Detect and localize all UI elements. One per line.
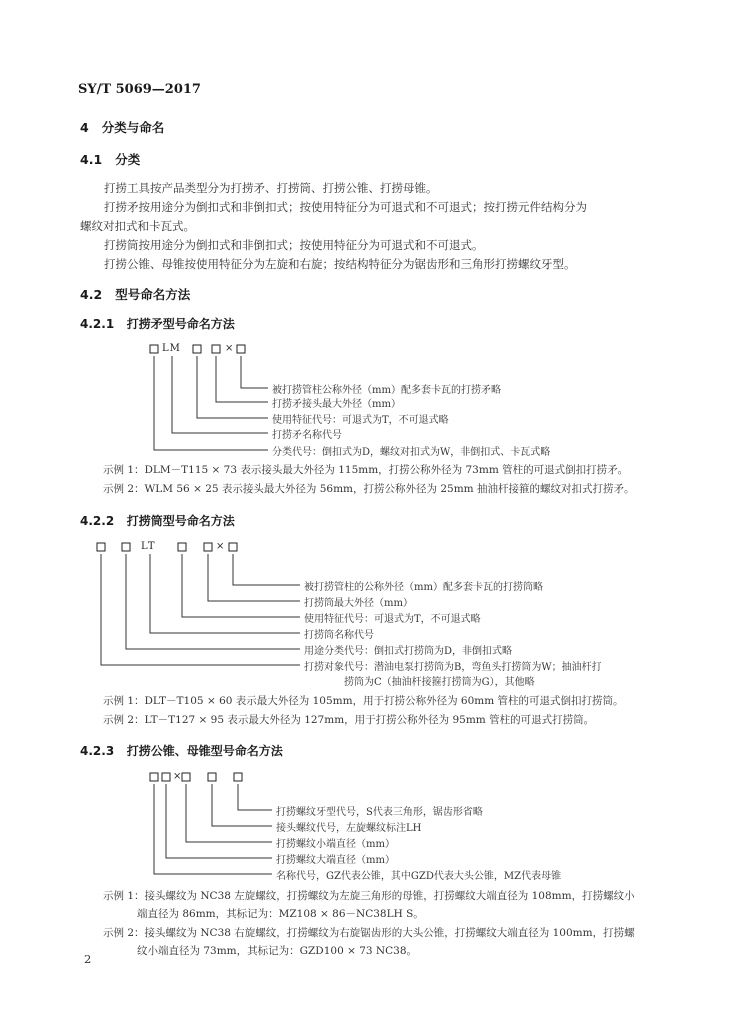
paragraph-continued: 螺纹对扣式和卡瓦式。 [80,219,195,233]
diagram-label: 用途分类代号：倒扣式打捞筒为D，非倒扣式略 [304,646,513,657]
leader-line [216,356,268,402]
section-number: 4.2 [80,287,103,302]
leader-line [233,554,300,585]
example-text: 示例 1：DLT－T105 × 60 表示最大外径为 105mm，用于打捞公称外径为 60mm 管柱的可退式倒扣打捞筒。 [103,695,624,707]
section-number: 4.2.1 [80,317,115,331]
diagram-label: 打捞筒名称代号 [304,630,374,641]
section-title: 打捞矛型号命名方法 [126,317,235,331]
code-box [229,543,237,551]
code-lt: LT [141,541,156,552]
example-text: 示例 2：接头螺纹为 NC38 右旋螺纹，打捞螺纹为右旋锯齿形的大头公锥，打捞螺纹大端直径为 100mm，打捞螺 [103,927,635,939]
code-box [150,773,158,781]
code-box [122,543,130,551]
leader-line [150,554,300,633]
code-box [193,345,201,353]
diagram-label: 分类代号：倒扣式为D，螺纹对扣式为W，非倒扣式、卡瓦式略 [272,447,551,458]
section-title: 分类 [115,152,141,167]
diagram-label: 打捞螺纹大端直径（mm） [276,855,395,866]
leader-line [154,784,272,874]
diagram-label: 打捞矛名称代号 [272,430,342,441]
paragraph: 打捞工具按产品类型分为打捞矛、打捞筒、打捞公锥、打捞母锥。 [104,181,438,195]
diagram-label: 使用特征代号：可退式为T，不可退式略 [272,415,449,426]
leader-line [166,784,272,858]
diagram-label: 被打捞管柱的公称外径（mm）配多套卡瓦的打捞筒略 [304,582,543,593]
paragraph: 打捞公锥、母锥按使用特征分为左旋和右旋；按结构特征分为锯齿形和三角形打捞螺纹牙型。 [104,257,576,271]
section-title: 打捞公锥、母锥型号命名方法 [126,744,283,758]
section-number: 4.2.3 [80,744,115,758]
paragraph: 打捞矛按用途分为倒扣式和非倒扣式；按使用特征分为可退式和不可退式；按打捞元件结构分为 [104,200,587,214]
example-text: 示例 2：WLM 56 × 25 表示接头最大外径为 56mm，打捞公称外径为 25mm 抽油杆接箍的螺纹对扣式打捞矛。 [103,483,635,495]
section-number: 4.1 [80,152,103,167]
code-box [212,345,220,353]
section-number: 4 [80,120,89,135]
diagram-label-continued: 捞筒为C（抽油杆接箍打捞筒为G），其他略 [344,677,535,688]
leader-line [208,554,300,601]
diagram-label: 使用特征代号：可退式为T，不可退式略 [304,614,481,625]
example-text-continued: 端直径为 86mm，其标记为：MZ108 × 86－NC38LH S。 [137,908,424,920]
code-box [237,345,245,353]
leader-line [186,784,272,842]
code-box [204,543,212,551]
example-text: 示例 1：DLM－T115 × 73 表示接头最大外径为 115mm，打捞公称外径为 73mm 管柱的可退式倒扣打捞矛。 [103,464,629,476]
diagram-label: 打捞矛接头最大外径（mm） [272,399,401,410]
section-4-2-3-heading [80,742,283,759]
section-title: 打捞筒型号命名方法 [126,514,235,528]
code-box [162,773,170,781]
diagram-label: 打捞筒最大外径（mm） [304,598,413,609]
code-multiply: × [173,771,183,782]
page-number: 2 [84,952,92,966]
leader-line [101,554,300,665]
code-box [208,773,216,781]
code-multiply: × [225,343,235,354]
leader-line [212,784,272,826]
code-multiply: × [216,541,226,552]
example-text: 示例 2：LT－T127 × 95 表示最大外径为 127mm，用于打捞公称外径为 95mm 管柱的可退式打捞筒。 [103,714,595,726]
leader-line [154,356,268,450]
leader-line [238,784,272,810]
diagram-label: 打捞对象代号：潜油电泵打捞筒为B，弯鱼头打捞筒为W；抽油杆打 [304,662,602,673]
section-title: 分类与命名 [101,120,165,135]
diagram-label: 打捞螺纹小端直径（mm） [276,839,395,850]
section-title: 型号命名方法 [115,287,191,302]
diagram-label: 被打捞管柱公称外径（mm）配多套卡瓦的打捞矛略 [272,385,501,396]
standard-number: SY/T 5069—2017 [78,82,201,97]
code-box [97,543,105,551]
section-number: 4.2.2 [80,514,115,528]
example-text: 示例 1：接头螺纹为 NC38 左旋螺纹，打捞螺纹为左旋三角形的母锥，打捞螺纹大端直径为 108mm，打捞螺纹小 [103,890,635,902]
section-4-2-2-heading [80,512,235,529]
diagram-label: 接头螺纹代号，左旋螺纹标注LH [276,823,422,834]
code-lm: LM [162,343,181,354]
diagram-label: 打捞螺纹牙型代号，S代表三角形，锯齿形省略 [276,807,483,818]
leader-line [241,356,268,388]
code-box [178,543,186,551]
diagram-label: 名称代号，GZ代表公锥，其中GZD代表大头公锥，MZ代表母锥 [276,871,562,882]
code-box [150,345,158,353]
paragraph: 打捞筒按用途分为倒扣式和非倒扣式；按使用特征分为可退式和不可退式。 [104,238,484,252]
code-box [234,773,242,781]
example-text-continued: 纹小端直径为 73mm，其标记为：GZD100 × 73 NC38。 [137,945,418,957]
leader-line [172,356,268,433]
leader-line [197,356,268,418]
code-box [182,773,190,781]
